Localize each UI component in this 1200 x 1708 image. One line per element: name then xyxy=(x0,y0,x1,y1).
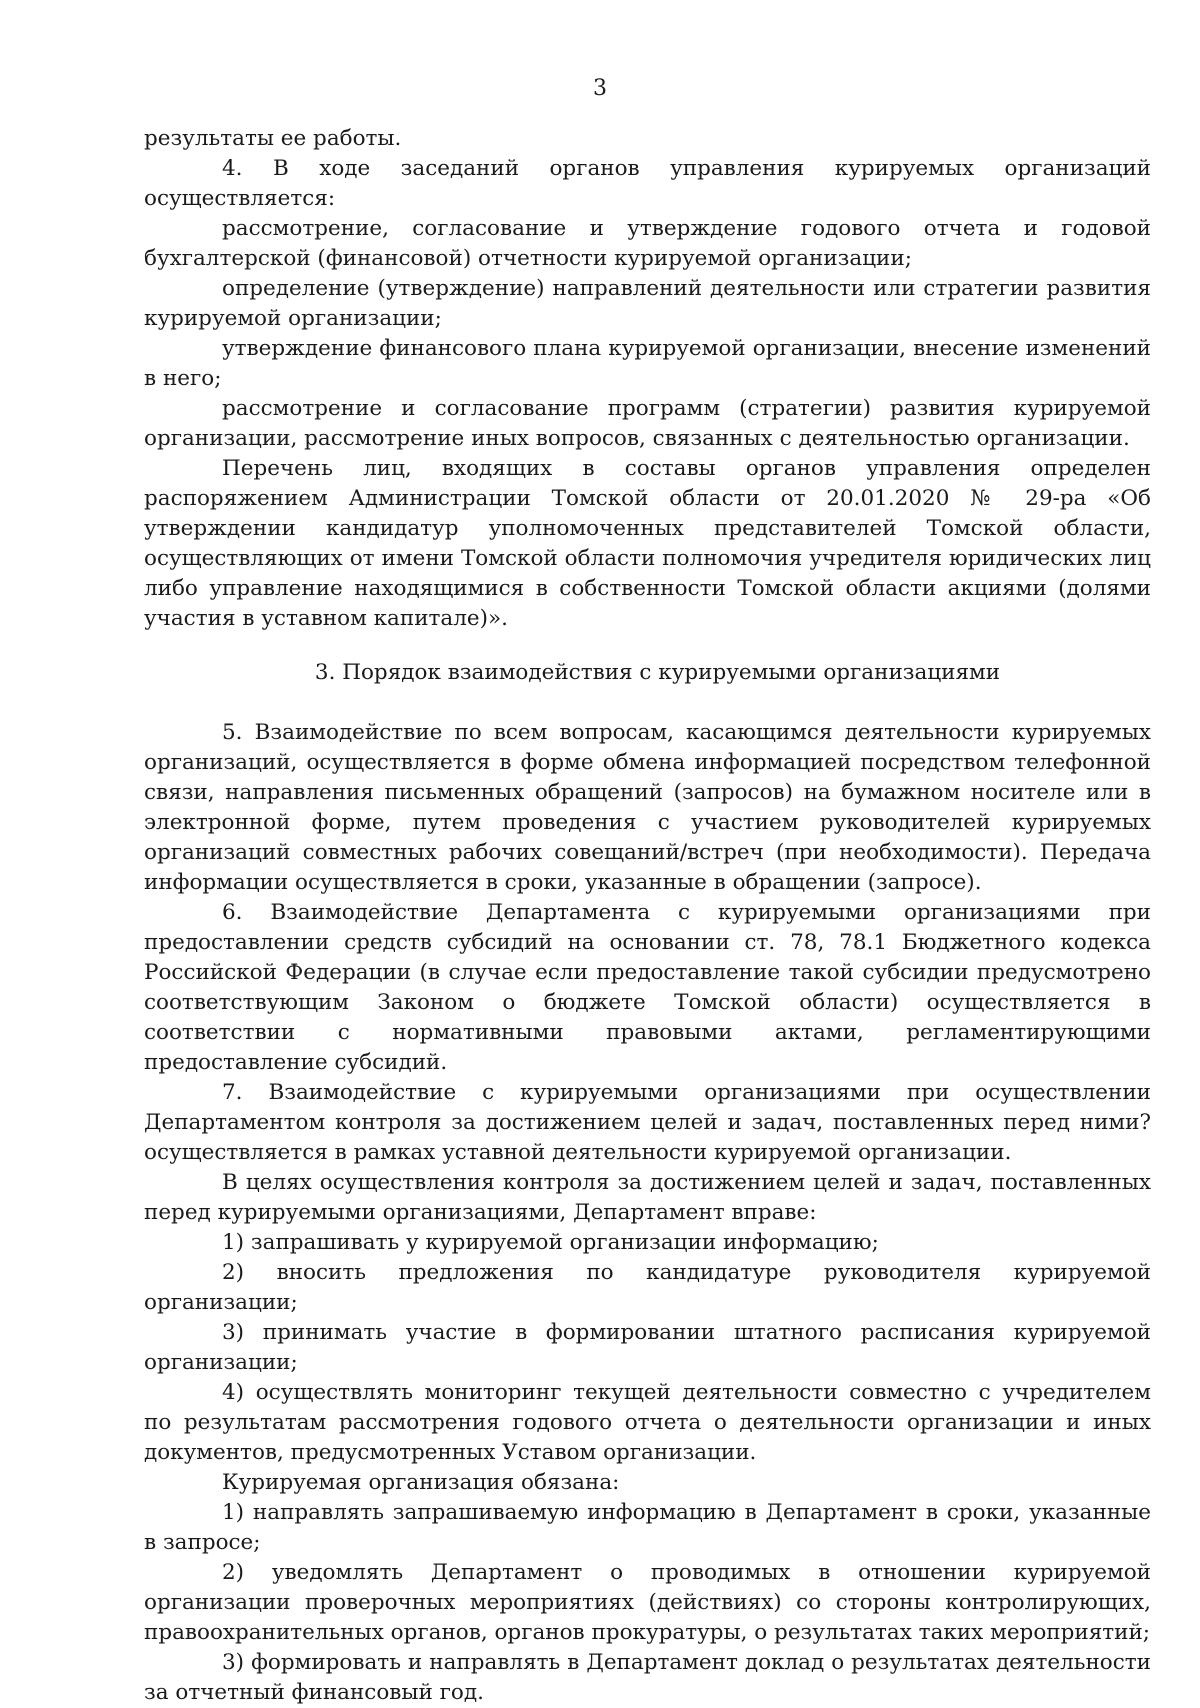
paragraphs-after xyxy=(144,718,1151,1708)
list-item: 1) запрашивать у курируемой организации информацию; xyxy=(222,1230,879,1255)
list-item: 2) вносить предложения по кандидатуре руководителя курируемой организации; xyxy=(144,1260,1151,1315)
paragraph: 6. Взаимодействие Департамента с курируемыми организациями при предоставлении средств субсидий на основании ст. 78, 78.1 Бюджетного кодекса Российской Федерации (в случае если предоставление такой субсидии предусмотрено соответствующим Законом о бюджете Томской области) осуществляется в соответствии с нормативными правовыми актами, регламентирующими предоставление субсидий. xyxy=(144,900,1151,1075)
paragraph: рассмотрение и согласование программ (стратегии) развития курируемой организации, рассмотрение иных вопросов, связанных с деятельностью организации. xyxy=(144,396,1151,451)
document-body xyxy=(144,124,1151,1708)
paragraph: рассмотрение, согласование и утверждение годового отчета и годовой бухгалтерской (финансовой) отчетности курируемой организации; xyxy=(144,216,1151,271)
paragraph: 7. Взаимодействие с курируемыми организациями при осуществлении Департаментом контроля за достижением целей и задач, поставленных перед ними? осуществляется в рамках уставной деятельности курируемой организации. xyxy=(144,1080,1151,1165)
list-item: 2) уведомлять Департамент о проводимых в отношении курируемой организации проверочных мероприятиях (действиях) со стороны контролирующих, правоохранительных органов, органов прокуратуры, о результатах таких мероприятий; xyxy=(144,1560,1151,1645)
section-heading: 3. Порядок взаимодействия с курируемыми организациями xyxy=(314,660,1001,685)
paragraph: В целях осуществления контроля за достижением целей и задач, поставленных перед курируемыми организациями, Департамент вправе: xyxy=(144,1170,1151,1225)
page-number: 3 xyxy=(593,76,607,101)
list-item: 4) осуществлять мониторинг текущей деятельности совместно с учредителем по результатам рассмотрения годового отчета о деятельности организации и иных документов, предусмотренных Уставом организации. xyxy=(144,1380,1151,1465)
paragraph: Перечень лиц, входящих в составы органов управления определен распоряжением Администрации Томской области от 20.01.2020 № 29-ра «Об утверждении кандидатур уполномоченных представителей Томской области, осуществляющих от имени Томской области полномочия учредителя юридических лиц либо управление находящимися в собственности Томской области акциями (долями участия в уставном капитале)». xyxy=(144,456,1151,631)
paragraph: Курируемая организация обязана: xyxy=(222,1470,620,1495)
paragraph: определение (утверждение) направлений деятельности или стратегии развития курируемой организации; xyxy=(144,276,1151,331)
list-item: 3) формировать и направлять в Департамент доклад о результатах деятельности за отчетный финансовый год. xyxy=(144,1650,1151,1705)
list-item: 3) принимать участие в формировании штатного расписания курируемой организации; xyxy=(144,1320,1151,1375)
paragraph: 4. В ходе заседаний органов управления курируемых организаций осуществляется: xyxy=(144,156,1151,211)
list-item: 1) направлять запрашиваемую информацию в Департамент в сроки, указанные в запросе; xyxy=(144,1500,1151,1555)
paragraph: результаты ее работы. xyxy=(144,126,402,151)
paragraph: 5. Взаимодействие по всем вопросам, касающимся деятельности курируемых организаций, осуществляется в форме обмена информацией посредством телефонной связи, направления письменных обращений (запросов) на бумажном носителе или в электронной форме, путем проведения с участием руководителей курируемых организаций совместных рабочих совещаний/встреч (при необходимости). Передача информации осуществляется в сроки, указанные в обращении (запросе). xyxy=(144,720,1151,895)
paragraph: утверждение финансового плана курируемой организации, внесение изменений в него; xyxy=(144,336,1151,391)
paragraphs-before xyxy=(144,124,1151,634)
